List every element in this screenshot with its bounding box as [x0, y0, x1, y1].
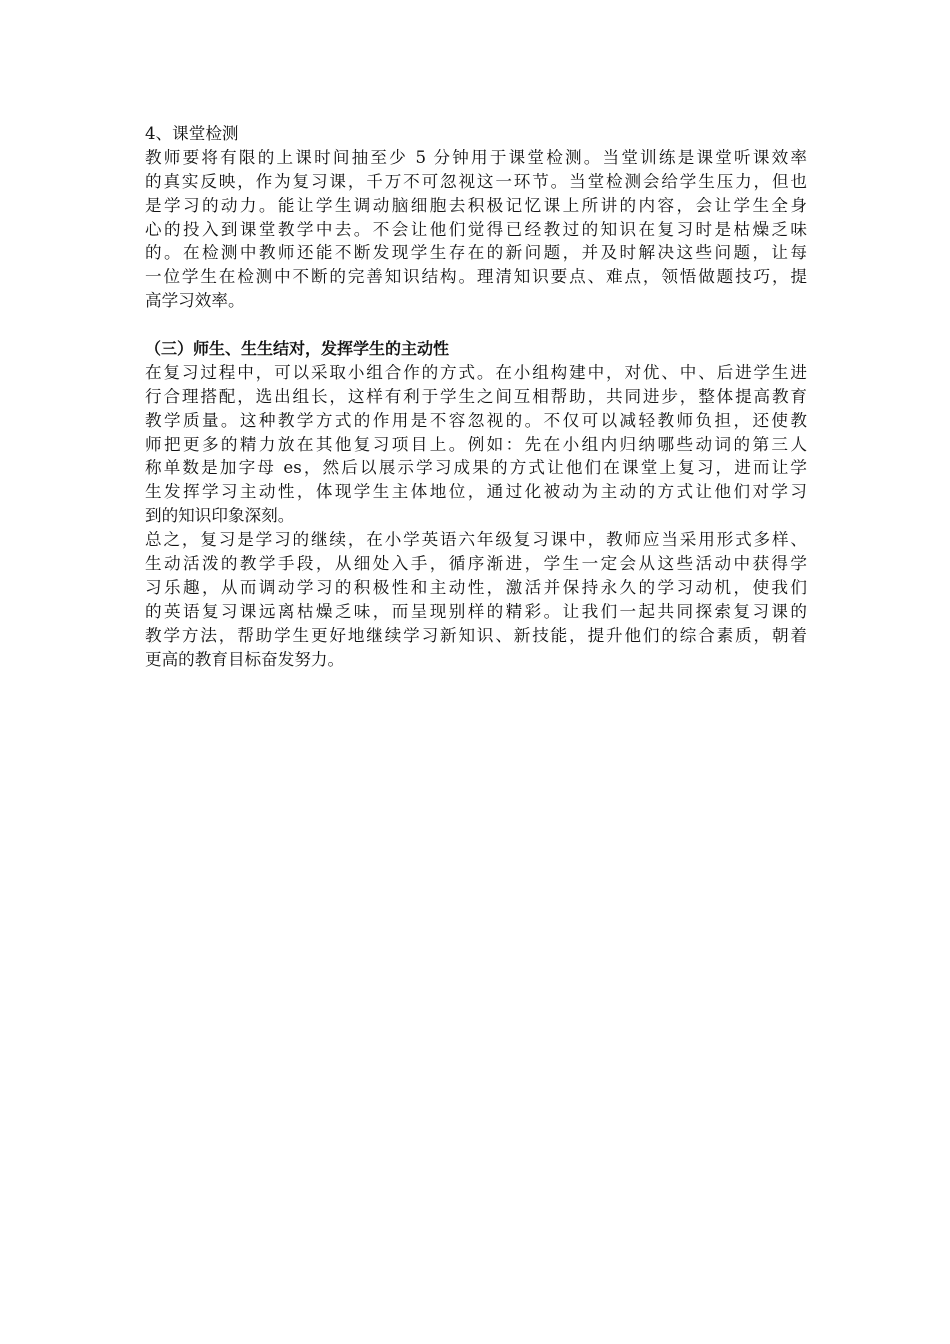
text-line: 教师要将有限的上课时间抽至少 5 分钟用于课堂检测。当堂训练是课堂听课效率 [145, 147, 807, 167]
text-line: 一位学生在检测中不断的完善知识结构。理清知识要点、难点，领悟做题技巧，提 [145, 267, 807, 287]
paragraph-conclusion [145, 528, 807, 671]
paragraph-group-cooperation [145, 361, 807, 528]
text-line: 生动活泼的教学手段，从细处入手，循序渐进，学生一定会从这些活动中获得学 [145, 554, 807, 574]
text-line: 到的知识印象深刻。 [145, 506, 295, 526]
text-line: 生发挥学习主动性，体现学生主体地位，通过化被动为主动的方式让他们对学习 [145, 482, 807, 502]
text-line: 在复习过程中，可以采取小组合作的方式。在小组构建中，对优、中、后进学生进 [145, 362, 807, 382]
section-heading-pairing: （三）师生、生生结对，发挥学生的主动性 [145, 339, 450, 359]
text-line: 教学方法，帮助学生更好地继续学习新知识、新技能，提升他们的综合素质，朝着 [145, 625, 807, 645]
text-line: 心的投入到课堂教学中去。不会让他们觉得已经教过的知识在复习时是枯燥乏味 [145, 219, 807, 239]
text-line: 的英语复习课远离枯燥乏味，而呈现别样的精彩。让我们一起共同探索复习课的 [145, 601, 807, 621]
text-line: 高学习效率。 [145, 291, 245, 311]
text-line: 师把更多的精力放在其他复习项目上。例如：先在小组内归纳哪些动词的第三人 [145, 434, 807, 454]
text-line: 习乐趣，从而调动学习的积极性和主动性，激活并保持永久的学习动机，使我们 [145, 577, 807, 597]
text-line: 更高的教育目标奋发努力。 [145, 649, 345, 669]
paragraph-class-test [145, 146, 807, 313]
text-line: 教学质量。这种教学方式的作用是不容忽视的。不仅可以减轻教师负担，还使教 [145, 410, 807, 430]
section-title-class-test: 4、课堂检测 [145, 124, 239, 143]
paragraph-spacer [145, 313, 807, 337]
text-line: 是学习的动力。能让学生调动脑细胞去积极记忆课上所讲的内容，会让学生全身 [145, 195, 807, 215]
text-line: 的。在检测中教师还能不断发现学生存在的新问题，并及时解决这些问题，让每 [145, 243, 807, 263]
document-page [145, 122, 807, 671]
text-line: 称单数是加字母 es，然后以展示学习成果的方式让他们在课堂上复习，进而让学 [145, 458, 807, 478]
text-line: 行合理搭配，选出组长，这样有利于学生之间互相帮助，共同进步，整体提高教育 [145, 386, 807, 406]
text-line: 的真实反映，作为复习课，千万不可忽视这一环节。当堂检测会给学生压力，但也 [145, 171, 807, 191]
text-line: 总之，复习是学习的继续，在小学英语六年级复习课中，教师应当采用形式多样、 [145, 530, 807, 550]
